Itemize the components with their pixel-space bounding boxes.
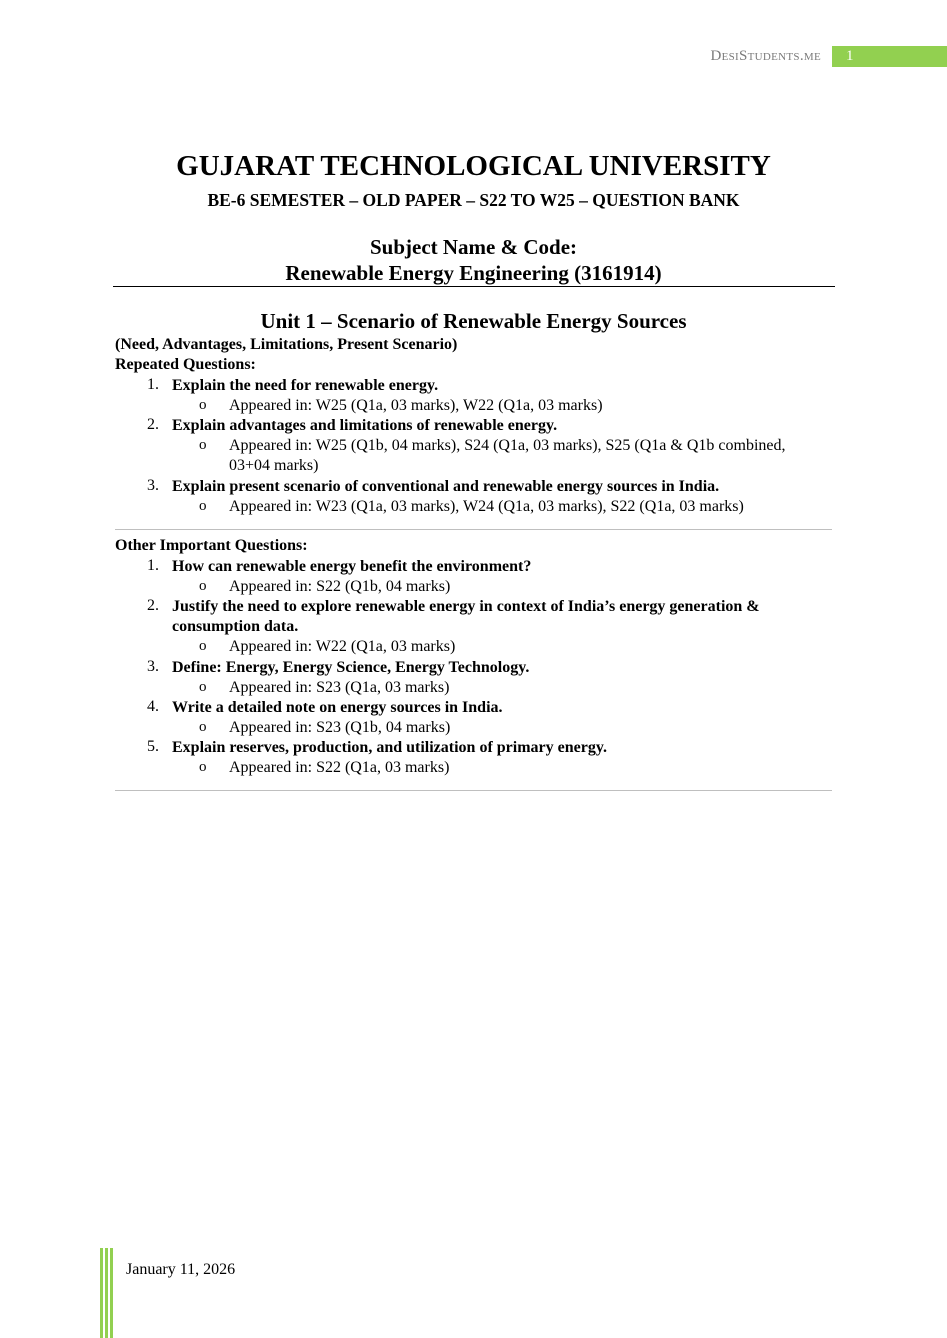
repeated-questions-heading: Repeated Questions: — [115, 356, 256, 373]
appeared-in: Appeared in: S23 (Q1a, 03 marks) — [229, 679, 450, 696]
question-text: How can renewable energy benefit the environment? — [172, 558, 532, 575]
question-number: 1. — [147, 376, 159, 393]
university-title: GUJARAT TECHNOLOGICAL UNIVERSITY — [176, 150, 771, 182]
appeared-in: Appeared in: W25 (Q1b, 04 marks), S24 (Q1a, 03 marks), S25 (Q1a & Q1b combined, 03+04 marks) — [229, 437, 786, 474]
question-text: Explain the need for renewable energy. — [172, 377, 439, 394]
site-name: DesiStudents.me — [710, 48, 821, 64]
question-text: Justify the need to explore renewable energy in context of India’s energy generation & consumption data. — [172, 598, 760, 635]
footer-date: January 11, 2026 — [126, 1261, 236, 1278]
bullet-circle-icon: o — [199, 638, 207, 654]
question-text: Explain advantages and limitations of renewable energy. — [172, 417, 558, 434]
question-number: 5. — [147, 738, 159, 755]
subject-name: Renewable Energy Engineering (3161914) — [285, 261, 662, 285]
bullet-circle-icon: o — [199, 397, 207, 413]
footer-accent-bar — [100, 1248, 103, 1338]
appeared-in: Appeared in: S22 (Q1a, 03 marks) — [229, 759, 450, 776]
title-divider — [113, 286, 835, 287]
question-text: Explain present scenario of conventional and renewable energy sources in India. — [172, 478, 720, 495]
bullet-circle-icon: o — [199, 437, 207, 453]
question-number: 3. — [147, 658, 159, 675]
appeared-in: Appeared in: W23 (Q1a, 03 marks), W24 (Q1a, 03 marks), S22 (Q1a, 03 marks) — [229, 498, 744, 515]
bullet-circle-icon: o — [199, 498, 207, 514]
appeared-in: Appeared in: W25 (Q1a, 03 marks), W22 (Q1a, 03 marks) — [229, 397, 603, 414]
appeared-in: Appeared in: W22 (Q1a, 03 marks) — [229, 638, 456, 655]
question-number: 2. — [147, 416, 159, 433]
section-divider — [115, 529, 832, 530]
question-text: Explain reserves, production, and utilization of primary energy. — [172, 739, 607, 756]
question-text: Define: Energy, Energy Science, Energy Technology. — [172, 659, 530, 676]
unit-topics: (Need, Advantages, Limitations, Present Scenario) — [115, 336, 458, 353]
other-questions-heading: Other Important Questions: — [115, 537, 308, 554]
appeared-in: Appeared in: S23 (Q1b, 04 marks) — [229, 719, 451, 736]
question-number: 2. — [147, 597, 159, 614]
bullet-circle-icon: o — [199, 578, 207, 594]
section-divider — [115, 790, 832, 791]
question-text: Write a detailed note on energy sources in India. — [172, 699, 503, 716]
question-number: 4. — [147, 698, 159, 715]
question-number: 1. — [147, 557, 159, 574]
bullet-circle-icon: o — [199, 759, 207, 775]
question-number: 3. — [147, 477, 159, 494]
appeared-in: Appeared in: S22 (Q1b, 04 marks) — [229, 578, 451, 595]
bullet-circle-icon: o — [199, 679, 207, 695]
bullet-circle-icon: o — [199, 719, 207, 735]
paper-subtitle: BE-6 SEMESTER – OLD PAPER – S22 TO W25 – QUESTION BANK — [207, 190, 740, 210]
unit-title: Unit 1 – Scenario of Renewable Energy Sources — [260, 309, 687, 333]
subject-label: Subject Name & Code: — [369, 235, 578, 259]
footer-accent-bar — [105, 1248, 108, 1338]
page-number-badge: 1 — [832, 46, 947, 67]
footer-accent-bar — [110, 1248, 113, 1338]
